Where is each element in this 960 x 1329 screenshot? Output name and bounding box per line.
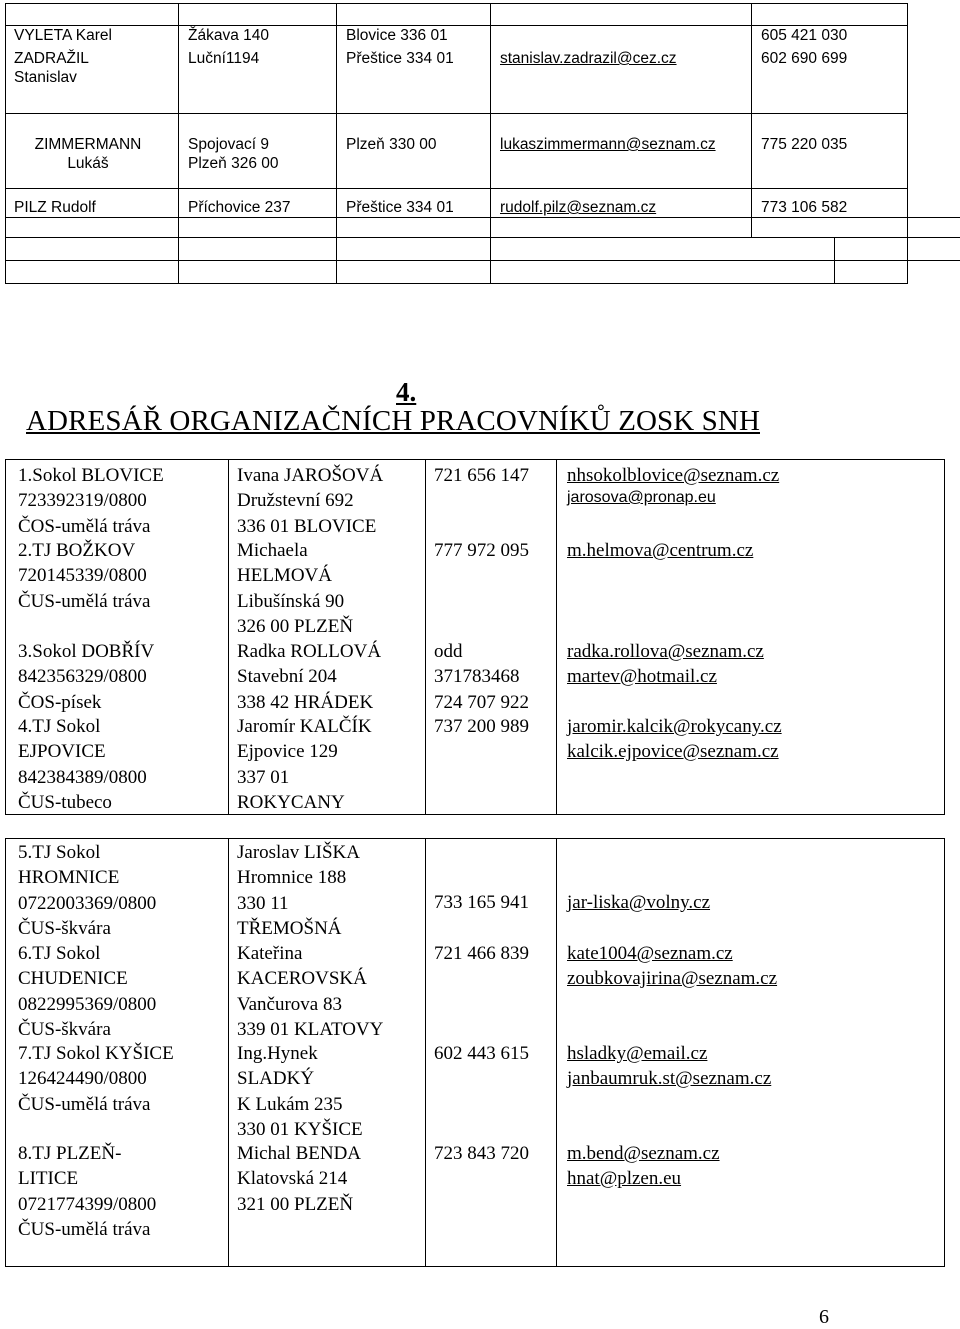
table-rule bbox=[5, 838, 945, 839]
org-phone: odd 371783468 724 707 922 bbox=[434, 641, 529, 713]
table-rule bbox=[5, 838, 6, 1267]
org-name: 7.TJ Sokol KYŠICE 126424490/0800 ČUS-umělá tráva bbox=[18, 1043, 174, 1115]
contact-phone: 605 421 030 bbox=[761, 27, 848, 44]
section-number: 4. bbox=[396, 377, 417, 407]
table-rule bbox=[228, 459, 229, 815]
org-contact: Radka ROLLOVÁ Stavební 204 338 42 HRÁDEK bbox=[237, 641, 382, 713]
org-name: 2.TJ BOŽKOV 720145339/0800 ČUS-umělá tráva bbox=[18, 540, 151, 612]
table-rule bbox=[907, 3, 908, 284]
org-email-link[interactable]: jaromir.kalcik@rokycany.cz kalcik.ejpovice@seznam.cz bbox=[567, 716, 782, 763]
table-rule bbox=[5, 1266, 945, 1267]
table-rule bbox=[944, 838, 945, 1267]
org-contact: Ing.Hynek SLADKÝ K Lukám 235 330 01 KYŠICE bbox=[237, 1043, 363, 1140]
org-email-link[interactable]: radka.rollova@seznam.cz martev@hotmail.cz bbox=[567, 641, 764, 688]
org-name: 5.TJ Sokol HROMNICE 0722003369/0800 ČUS-škvára bbox=[18, 842, 157, 939]
org-contact: Jaromír KALČÍK Ejpovice 129 337 01 ROKYCANY bbox=[237, 716, 372, 813]
org-phone: 737 200 989 bbox=[434, 716, 529, 737]
contact-street: Žákava 140 bbox=[188, 27, 269, 44]
org-email-link[interactable]: hsladky@email.cz janbaumruk.st@seznam.cz bbox=[567, 1043, 772, 1090]
table-rule bbox=[490, 3, 491, 284]
org-name: 1.Sokol BLOVICE 723392319/0800 ČOS-umělá tráva bbox=[18, 465, 164, 537]
org-phone: 721 656 147 bbox=[434, 465, 529, 486]
table-rule bbox=[425, 459, 426, 815]
table-rule bbox=[556, 838, 557, 1267]
org-phone: 602 443 615 bbox=[434, 1043, 529, 1064]
org-email-link[interactable]: jarosova@pronap.eu bbox=[567, 489, 716, 506]
org-name: 3.Sokol DOBŘÍV 842356329/0800 ČOS-písek bbox=[18, 641, 155, 713]
contact-phone: 775 220 035 bbox=[761, 136, 848, 153]
table-rule bbox=[5, 237, 960, 238]
contact-phone: 602 690 699 bbox=[761, 50, 848, 67]
table-rule bbox=[178, 3, 179, 284]
org-name: 4.TJ Sokol EJPOVICE 842384389/0800 ČUS-tubeco bbox=[18, 716, 147, 813]
contact-city: Přeštice 334 01 bbox=[346, 199, 454, 216]
table-rule bbox=[751, 3, 752, 237]
table-rule bbox=[5, 113, 908, 114]
org-contact: Jaroslav LIŠKA Hromnice 188 330 11 TŘEMOŠNÁ bbox=[237, 842, 360, 939]
contact-city: Přeštice 334 01 bbox=[346, 50, 454, 67]
contact-city: Blovice 336 01 bbox=[346, 27, 448, 44]
table-rule bbox=[5, 188, 908, 189]
org-email-link[interactable]: nhsokolblovice@seznam.cz bbox=[567, 465, 780, 486]
contact-name: PILZ Rudolf bbox=[14, 199, 96, 216]
table-rule bbox=[5, 459, 945, 460]
table-rule bbox=[944, 459, 945, 815]
table-rule bbox=[425, 838, 426, 1267]
table-rule bbox=[5, 283, 908, 284]
table-rule bbox=[336, 3, 337, 284]
org-phone: 733 165 941 bbox=[434, 892, 529, 913]
contact-email-link[interactable]: rudolf.pilz@seznam.cz bbox=[500, 199, 657, 216]
org-contact: Michaela HELMOVÁ Libušínská 90 326 00 PLZEŇ bbox=[237, 540, 354, 637]
table-rule bbox=[834, 237, 835, 284]
table-rule bbox=[5, 3, 6, 284]
org-phone: 777 972 095 bbox=[434, 540, 529, 561]
contact-name: ZADRAŽIL Stanislav bbox=[14, 50, 89, 86]
org-name: 6.TJ Sokol CHUDENICE 0822995369/0800 ČUS-škvára bbox=[18, 943, 157, 1040]
org-email-link[interactable]: m.bend@seznam.cz hnat@plzen.eu bbox=[567, 1143, 720, 1190]
org-email-link[interactable]: jar-liska@volny.cz bbox=[567, 892, 711, 913]
page-number: 6 bbox=[819, 1306, 829, 1328]
org-phone: 721 466 839 bbox=[434, 943, 529, 964]
table-rule bbox=[5, 3, 908, 4]
table-rule bbox=[5, 459, 6, 815]
contact-email-link[interactable]: stanislav.zadrazil@cez.cz bbox=[500, 50, 677, 67]
org-contact: Kateřina KACEROVSKÁ Vančurova 83 339 01 KLATOVY bbox=[237, 943, 384, 1040]
org-phone: 723 843 720 bbox=[434, 1143, 529, 1164]
contact-email-link[interactable]: lukaszimmermann@seznam.cz bbox=[500, 136, 716, 153]
org-email-link[interactable]: kate1004@seznam.cz zoubkovajirina@seznam.cz bbox=[567, 943, 778, 990]
contact-city: Plzeň 330 00 bbox=[346, 136, 437, 153]
contact-street: Luční1194 bbox=[188, 50, 260, 67]
table-rule bbox=[556, 459, 557, 815]
contact-name: VYLETA Karel bbox=[14, 27, 112, 44]
contact-phone: 773 106 582 bbox=[761, 199, 848, 216]
org-email-link[interactable]: m.helmova@centrum.cz bbox=[567, 540, 754, 561]
org-name: 8.TJ PLZEŇ- LITICE 0721774399/0800 ČUS-umělá tráva bbox=[18, 1143, 157, 1240]
contact-name: ZIMMERMANN Lukáš bbox=[34, 136, 142, 172]
table-rule bbox=[228, 838, 229, 1267]
table-rule bbox=[5, 260, 960, 261]
table-rule bbox=[5, 217, 960, 218]
contact-street: Příchovice 237 bbox=[188, 199, 291, 216]
contact-street: Spojovací 9 Plzeň 326 00 bbox=[188, 136, 279, 172]
org-contact: Ivana JAROŠOVÁ Družstevní 692 336 01 BLOVICE bbox=[237, 465, 384, 537]
section-title: ADRESÁŘ ORGANIZAČNÍCH PRACOVNÍKŮ ZOSK SNH bbox=[26, 405, 760, 437]
org-contact: Michal BENDA Klatovská 214 321 00 PLZEŇ bbox=[237, 1143, 362, 1215]
